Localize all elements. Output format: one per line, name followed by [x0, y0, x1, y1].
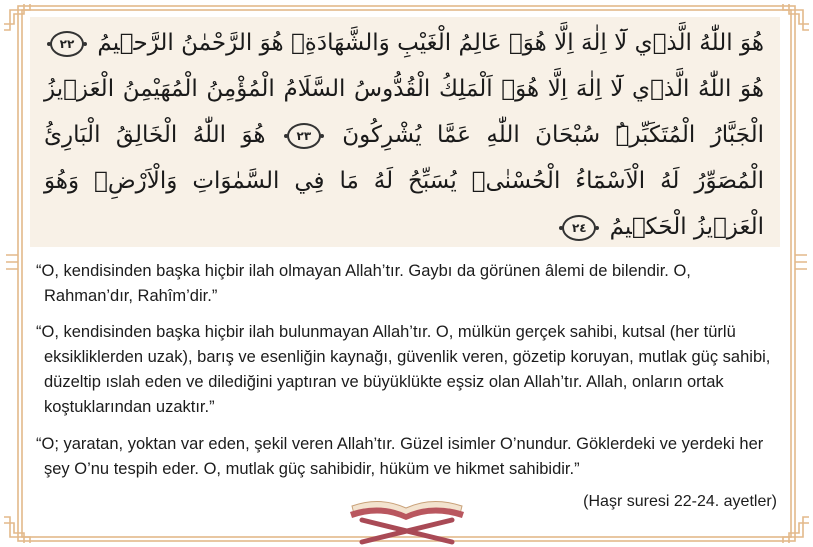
arabic-verse-22-text: هُوَ اللّٰهُ الَّذ۪ي لَٓا اِلٰهَ اِلَّا هُوَۚ عَالِمُ الْغَيْبِ وَالشَّهَادَةِۚ هُوَ الرَّحْمٰنُ الرَّح۪يمُ [97, 30, 764, 56]
arabic-verse-24-end: الْعَز۪يزُ الْحَك۪يمُ [609, 214, 764, 240]
translation-verse-22: “O, kendisinden başka hiçbir ilah olmayan Allah’tır. Gaybı da görünen âlemi de bilendir. O, Rahman’dır, Rahîm’dir.” [36, 262, 691, 305]
arabic-line-5 [556, 211, 764, 243]
verse-number-23-icon: ٢٣ [287, 123, 321, 149]
translation-verse-24: “O; yaratan, yoktan var eden, şekil veren Allah’tır. Güzel isimler O’nundur. Göklerdeki ve yerdeki her şey O’nu tespih eder. O, mutlak güç sahibidir, hüküm ve hikmet sahibidir.” [36, 435, 764, 478]
arabic-line-3 [44, 119, 764, 151]
arabic-text-panel [30, 17, 780, 247]
arabic-verse-23-end: الْجَبَّارُ الْمُتَكَبِّرُۜ سُبْحَانَ اللّٰهِ عَمَّا يُشْرِكُونَ [342, 122, 764, 148]
source-citation: (Haşr suresi 22-24. ayetler) [583, 493, 777, 510]
quran-on-stand-icon [342, 492, 472, 546]
arabic-line-2: هُوَ اللّٰهُ الَّذ۪ي لَٓا اِلٰهَ اِلَّا هُوَۚ اَلْمَلِكُ الْقُدُّوسُ السَّلَامُ الْمُؤْمِنُ الْمُهَيْمِنُ الْعَز۪يزُ [44, 76, 764, 102]
verse-number-22-icon: ٢٢ [50, 31, 84, 57]
arabic-line-1 [44, 27, 764, 59]
arabic-line-4: الْمُصَوِّرُ لَهُ الْاَسْمَٓاءُ الْحُسْنٰىۜ يُسَبِّحُ لَهُ مَا فِي السَّمٰوَاتِ وَالْاَرْضِۚ وَهُوَ [44, 168, 764, 194]
arabic-verse-24-start: هُوَ اللّٰهُ الْخَالِقُ الْبَارِئُ [44, 122, 266, 148]
translation-verse-23: “O, kendisinden başka hiçbir ilah bulunmayan Allah’tır. O, mülkün gerçek sahibi, kutsal (her türlü eksikliklerden uzak), barış ve esenliğin kaynağı, güvenlik veren, gözetip koruyan, mutlak güç sahibi, düzeltip ıslah eden ve dilediğini yaptıran ve büyüklükte eşsiz olan Allah’tır. Allah, onların ortak koştuklarından uzaktır.” [36, 323, 771, 416]
verse-number-24-icon: ٢٤ [562, 215, 596, 241]
